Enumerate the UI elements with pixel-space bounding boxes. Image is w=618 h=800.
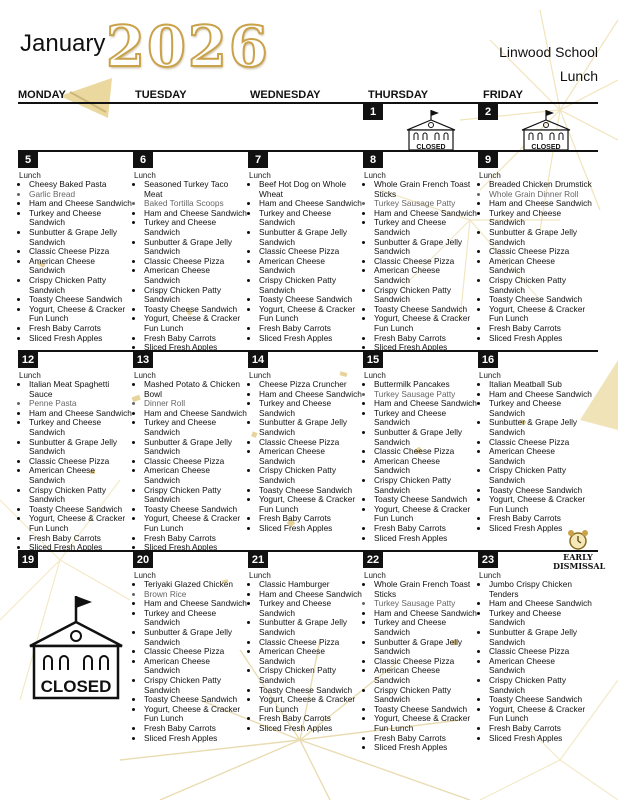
meal-label: Lunch — [134, 171, 156, 180]
weekday-thursday: THURSDAY — [368, 89, 429, 101]
menu-item: • Ham and Cheese Sandwich — [29, 199, 132, 209]
menu-item: • Fresh Baby Carrots — [259, 324, 362, 334]
menu-item: • Buttermilk Pancakes — [374, 380, 477, 390]
menu-item: • Brown Rice — [144, 590, 247, 600]
date-number: 2 — [478, 104, 498, 120]
menu-list — [248, 380, 362, 534]
date-number: 14 — [248, 352, 268, 368]
menu-item: • Crispy Chicken Patty Sandwich — [374, 476, 477, 495]
menu-item: • Yogurt, Cheese & Cracker Fun Lunch — [259, 495, 362, 514]
menu-item: • Toasty Cheese Sandwich — [489, 486, 592, 496]
closed-label: CLOSED — [40, 677, 112, 696]
menu-item: • Yogurt, Cheese & Cracker Fun Lunch — [489, 495, 592, 514]
menu-item: • Turkey and Cheese Sandwich — [144, 418, 247, 437]
menu-item: • Turkey and Cheese Sandwich — [374, 618, 477, 637]
month-title: January — [20, 30, 106, 57]
day-cell-13 — [133, 352, 248, 553]
menu-item: • Sunbutter & Grape Jelly Sandwich — [489, 628, 592, 647]
menu-item: • Classic Cheese Pizza — [374, 657, 477, 667]
menu-item: • Ham and Cheese Sandwich — [374, 399, 477, 409]
menu-item: • Fresh Baby Carrots — [29, 534, 132, 544]
menu-item: • Crispy Chicken Patty Sandwich — [259, 276, 362, 295]
meal-label: Lunch — [249, 371, 271, 380]
menu-item: • Yogurt, Cheese & Cracker Fun Lunch — [489, 305, 592, 324]
menu-item: • American Cheese Sandwich — [489, 447, 592, 466]
menu-item: • Sunbutter & Grape Jelly Sandwich — [374, 428, 477, 447]
menu-item: • Classic Cheese Pizza — [489, 438, 592, 448]
menu-item: • Classic Cheese Pizza — [144, 257, 247, 267]
menu-item: • Whole Grain French Toast Sticks — [374, 180, 477, 199]
menu-item: • Turkey and Cheese Sandwich — [144, 609, 247, 628]
menu-item: • Sliced Fresh Apples — [259, 724, 362, 734]
menu-item: • Turkey and Cheese Sandwich — [259, 399, 362, 418]
menu-item: • Mashed Potato & Chicken Bowl — [144, 380, 247, 399]
date-number: 9 — [478, 152, 498, 168]
menu-item: • Sliced Fresh Apples — [144, 734, 247, 744]
date-number: 23 — [478, 552, 498, 568]
weekday-header-row — [18, 88, 598, 104]
menu-item: • Whole Grain Dinner Roll — [489, 190, 592, 200]
menu-item: • Seasoned Turkey Taco Meat — [144, 180, 247, 199]
menu-item: • Toasty Cheese Sandwich — [144, 305, 247, 315]
menu-item: • Fresh Baby Carrots — [29, 324, 132, 334]
alarm-clock-icon — [566, 528, 590, 552]
menu-item: • Dinner Roll — [144, 399, 247, 409]
date-number: 20 — [133, 552, 153, 568]
menu-item: • Toasty Cheese Sandwich — [374, 705, 477, 715]
menu-item: • Fresh Baby Carrots — [144, 724, 247, 734]
date-number: 22 — [363, 552, 383, 568]
meal-label: Lunch — [364, 171, 386, 180]
menu-list — [248, 580, 362, 734]
menu-item: • Toasty Cheese Sandwich — [144, 505, 247, 515]
menu-list — [363, 580, 477, 753]
meal-label: Lunch — [134, 571, 156, 580]
menu-item: • American Cheese Sandwich — [259, 647, 362, 666]
menu-item: • American Cheese Sandwich — [259, 447, 362, 466]
menu-item: • Teriyaki Glazed Chicken — [144, 580, 247, 590]
menu-item: • Sunbutter & Grape Jelly Sandwich — [29, 438, 132, 457]
date-number: 5 — [18, 152, 38, 168]
menu-item: • Toasty Cheese Sandwich — [374, 495, 477, 505]
menu-item: • Ham and Cheese Sandwich — [489, 599, 592, 609]
meal-label: Lunch — [479, 371, 501, 380]
menu-list — [18, 380, 132, 553]
menu-item: • Sliced Fresh Apples — [29, 334, 132, 344]
menu-item: • Jumbo Crispy Chicken Tenders — [489, 580, 592, 599]
menu-item: • Beef Hot Dog on Whole Wheat — [259, 180, 362, 199]
menu-item: • Turkey Sausage Patty — [374, 390, 477, 400]
meal-label: Lunch — [249, 571, 271, 580]
menu-item: • Yogurt, Cheese & Cracker Fun Lunch — [374, 314, 477, 333]
menu-item: • Yogurt, Cheese & Cracker Fun Lunch — [144, 314, 247, 333]
menu-item: • American Cheese Sandwich — [374, 457, 477, 476]
day-cell-22 — [363, 552, 478, 798]
menu-item: • American Cheese Sandwich — [144, 657, 247, 676]
menu-list — [363, 180, 477, 353]
meal-name: Lunch — [559, 68, 598, 84]
menu-item: • Whole Grain French Toast Sticks — [374, 580, 477, 599]
menu-item: • Fresh Baby Carrots — [144, 534, 247, 544]
menu-item: • Yogurt, Cheese & Cracker Fun Lunch — [29, 514, 132, 533]
early-dismissal-badge — [553, 528, 606, 571]
menu-item: • Turkey and Cheese Sandwich — [29, 418, 132, 437]
menu-item: • Crispy Chicken Patty Sandwich — [259, 466, 362, 485]
menu-item: • Yogurt, Cheese & Cracker Fun Lunch — [374, 714, 477, 733]
menu-item: • Baked Tortilla Scoops — [144, 199, 247, 209]
menu-item: • Classic Cheese Pizza — [144, 457, 247, 467]
menu-item: • Crispy Chicken Patty Sandwich — [144, 286, 247, 305]
menu-item: • American Cheese Sandwich — [144, 466, 247, 485]
day-cell-23 — [478, 552, 598, 798]
menu-item: • Ham and Cheese Sandwich — [259, 390, 362, 400]
menu-item: • Sunbutter & Grape Jelly Sandwich — [144, 238, 247, 257]
date-number: 6 — [133, 152, 153, 168]
menu-item: • Sunbutter & Grape Jelly Sandwich — [259, 618, 362, 637]
menu-list — [18, 180, 132, 343]
closed-label: CLOSED — [531, 144, 561, 151]
meal-label: Lunch — [364, 571, 386, 580]
menu-item: • Sliced Fresh Apples — [489, 334, 592, 344]
menu-item: • Cheese Pizza Cruncher — [259, 380, 362, 390]
menu-item: • Classic Cheese Pizza — [259, 247, 362, 257]
menu-item: • Yogurt, Cheese & Cracker Fun Lunch — [259, 695, 362, 714]
menu-item: • Toasty Cheese Sandwich — [374, 305, 477, 315]
menu-item: • American Cheese Sandwich — [29, 257, 132, 276]
date-number: 19 — [18, 552, 38, 568]
menu-item: • Classic Cheese Pizza — [489, 247, 592, 257]
menu-item: • Ham and Cheese Sandwich — [144, 209, 247, 219]
early-dismissal-label: EARLY DISMISSAL — [553, 552, 606, 571]
menu-item: • Classic Cheese Pizza — [259, 638, 362, 648]
menu-item: • Fresh Baby Carrots — [144, 334, 247, 344]
menu-item: • Turkey and Cheese Sandwich — [489, 399, 592, 418]
menu-item: • American Cheese Sandwich — [259, 257, 362, 276]
meal-label: Lunch — [249, 171, 271, 180]
menu-item: • Sunbutter & Grape Jelly Sandwich — [374, 638, 477, 657]
menu-item: • Classic Cheese Pizza — [374, 447, 477, 457]
menu-item: • Fresh Baby Carrots — [489, 324, 592, 334]
menu-item: • Crispy Chicken Patty Sandwich — [29, 486, 132, 505]
menu-item: • Turkey and Cheese Sandwich — [489, 209, 592, 228]
menu-item: • Sunbutter & Grape Jelly Sandwich — [29, 228, 132, 247]
menu-item: • Turkey and Cheese Sandwich — [374, 218, 477, 237]
day-cell-5 — [18, 152, 133, 348]
menu-item: • Classic Hamburger — [259, 580, 362, 590]
menu-item: • Turkey and Cheese Sandwich — [259, 599, 362, 618]
menu-item: • Yogurt, Cheese & Cracker Fun Lunch — [29, 305, 132, 324]
meal-label: Lunch — [19, 171, 41, 180]
menu-item: • Sliced Fresh Apples — [259, 334, 362, 344]
menu-item: • Cheesy Baked Pasta — [29, 180, 132, 190]
menu-item: • Turkey and Cheese Sandwich — [29, 209, 132, 228]
menu-item: • American Cheese Sandwich — [374, 266, 477, 285]
day-cell-20 — [133, 552, 248, 798]
meal-label: Lunch — [479, 571, 501, 580]
day-cell-9 — [478, 152, 598, 348]
menu-item: • Sunbutter & Grape Jelly Sandwich — [374, 238, 477, 257]
menu-item: • Toasty Cheese Sandwich — [29, 295, 132, 305]
meal-label: Lunch — [19, 371, 41, 380]
menu-item: • Toasty Cheese Sandwich — [259, 295, 362, 305]
date-number: 12 — [18, 352, 38, 368]
weekday-monday: MONDAY — [18, 89, 66, 101]
menu-item: • Classic Cheese Pizza — [144, 647, 247, 657]
menu-item: • Sunbutter & Grape Jelly Sandwich — [259, 418, 362, 437]
menu-item: • Yogurt, Cheese & Cracker Fun Lunch — [374, 505, 477, 524]
menu-item: • Classic Cheese Pizza — [29, 457, 132, 467]
weekday-tuesday: TUESDAY — [135, 89, 187, 101]
menu-item: • Classic Cheese Pizza — [259, 438, 362, 448]
menu-item: • Sunbutter & Grape Jelly Sandwich — [489, 418, 592, 437]
calendar-header — [0, 0, 618, 95]
date-number: 15 — [363, 352, 383, 368]
day-cell-19 — [18, 552, 133, 798]
menu-item: • Sunbutter & Grape Jelly Sandwich — [489, 228, 592, 247]
menu-item: • Fresh Baby Carrots — [374, 334, 477, 344]
menu-item: • Toasty Cheese Sandwich — [29, 505, 132, 515]
menu-item: • Sliced Fresh Apples — [144, 343, 247, 353]
menu-item: • Turkey and Cheese Sandwich — [374, 409, 477, 428]
day-cell-8 — [363, 152, 478, 353]
menu-item: • Sunbutter & Grape Jelly Sandwich — [144, 628, 247, 647]
menu-item: • Crispy Chicken Patty Sandwich — [259, 666, 362, 685]
menu-item: • Turkey Sausage Patty — [374, 199, 477, 209]
menu-item: • Toasty Cheese Sandwich — [259, 486, 362, 496]
menu-item: • Ham and Cheese Sandwich — [489, 390, 592, 400]
day-cell-2 — [478, 104, 586, 150]
menu-item: • Ham and Cheese Sandwich — [489, 199, 592, 209]
day-cell-14 — [248, 352, 363, 548]
day-cell-12 — [18, 352, 133, 553]
menu-item: • Classic Cheese Pizza — [489, 647, 592, 657]
menu-list — [478, 380, 592, 534]
menu-item: • Ham and Cheese Sandwich — [259, 590, 362, 600]
menu-item: • Penne Pasta — [29, 399, 132, 409]
menu-item: • Toasty Cheese Sandwich — [259, 686, 362, 696]
menu-item: • Sunbutter & Grape Jelly Sandwich — [144, 438, 247, 457]
menu-item: • Sliced Fresh Apples — [29, 543, 132, 553]
menu-list — [478, 180, 592, 343]
menu-item: • Italian Meat Spaghetti Sauce — [29, 380, 132, 399]
menu-item: • Yogurt, Cheese & Cracker Fun Lunch — [259, 305, 362, 324]
menu-item: • Fresh Baby Carrots — [489, 724, 592, 734]
menu-item: • American Cheese Sandwich — [374, 666, 477, 685]
menu-item: • Fresh Baby Carrots — [259, 714, 362, 724]
menu-item: • Ham and Cheese Sandwich — [29, 409, 132, 419]
day-cell-15 — [363, 352, 478, 548]
menu-item: • Ham and Cheese Sandwich — [259, 199, 362, 209]
menu-item: • Classic Cheese Pizza — [374, 257, 477, 267]
date-number: 8 — [363, 152, 383, 168]
menu-item: • Fresh Baby Carrots — [374, 734, 477, 744]
menu-list — [248, 180, 362, 343]
menu-item: • Sunbutter & Grape Jelly Sandwich — [259, 228, 362, 247]
menu-item: • American Cheese Sandwich — [489, 257, 592, 276]
menu-item: • Ham and Cheese Sandwich — [374, 209, 477, 219]
menu-item: • American Cheese Sandwich — [489, 657, 592, 676]
menu-item: • Fresh Baby Carrots — [259, 514, 362, 524]
menu-item: • Turkey Sausage Patty — [374, 599, 477, 609]
menu-item: • Turkey and Cheese Sandwich — [489, 609, 592, 628]
menu-item: • Yogurt, Cheese & Cracker Fun Lunch — [144, 705, 247, 724]
year-balloon-text: 2026 — [106, 14, 270, 80]
menu-item: • Crispy Chicken Patty Sandwich — [489, 466, 592, 485]
day-cell-16 — [478, 352, 598, 548]
menu-item: • Sliced Fresh Apples — [489, 734, 592, 744]
menu-item: • Crispy Chicken Patty Sandwich — [144, 486, 247, 505]
day-cell-7 — [248, 152, 363, 348]
date-number: 13 — [133, 352, 153, 368]
weekday-wednesday: WEDNESDAY — [250, 89, 321, 101]
menu-item: • Italian Meatball Sub — [489, 380, 592, 390]
menu-list — [133, 180, 247, 353]
meal-label: Lunch — [364, 371, 386, 380]
menu-item: • Sliced Fresh Apples — [374, 743, 477, 753]
menu-item: • Fresh Baby Carrots — [489, 514, 592, 524]
menu-item: • Toasty Cheese Sandwich — [144, 695, 247, 705]
menu-item: • Sliced Fresh Apples — [144, 543, 247, 553]
date-number: 16 — [478, 352, 498, 368]
menu-item: • Yogurt, Cheese & Cracker Fun Lunch — [489, 705, 592, 724]
menu-item: • Ham and Cheese Sandwich — [144, 599, 247, 609]
day-cell-6 — [133, 152, 248, 353]
closed-label: CLOSED — [416, 144, 446, 151]
menu-item: • Crispy Chicken Patty Sandwich — [29, 276, 132, 295]
menu-item: • Crispy Chicken Patty Sandwich — [374, 686, 477, 705]
menu-list — [478, 580, 592, 743]
menu-item: • Ham and Cheese Sandwich — [374, 609, 477, 619]
school-closed-icon — [403, 108, 459, 152]
menu-item: • Fresh Baby Carrots — [374, 524, 477, 534]
menu-list — [363, 380, 477, 543]
date-number: 1 — [363, 104, 383, 120]
day-cell-1 — [363, 104, 471, 150]
day-cell-21 — [248, 552, 363, 798]
menu-item: • Ham and Cheese Sandwich — [144, 409, 247, 419]
menu-item: • Crispy Chicken Patty Sandwich — [489, 276, 592, 295]
menu-item: • Turkey and Cheese Sandwich — [259, 209, 362, 228]
school-closed-icon — [518, 108, 574, 152]
menu-item: • Turkey and Cheese Sandwich — [144, 218, 247, 237]
menu-item: • Classic Cheese Pizza — [29, 247, 132, 257]
menu-item: • Garlic Bread — [29, 190, 132, 200]
menu-item: • Sliced Fresh Apples — [489, 524, 592, 534]
menu-item: • American Cheese Sandwich — [29, 466, 132, 485]
menu-item: • Breaded Chicken Drumstick — [489, 180, 592, 190]
menu-item: • Toasty Cheese Sandwich — [489, 295, 592, 305]
menu-item: • Sliced Fresh Apples — [259, 524, 362, 534]
menu-item: • Yogurt, Cheese & Cracker Fun Lunch — [144, 514, 247, 533]
menu-item: • Sliced Fresh Apples — [374, 343, 477, 353]
weekday-friday: FRIDAY — [483, 89, 523, 101]
meal-label: Lunch — [134, 371, 156, 380]
school-closed-icon — [24, 592, 128, 702]
meal-label: Lunch — [479, 171, 501, 180]
school-info — [499, 40, 598, 88]
menu-item: • American Cheese Sandwich — [144, 266, 247, 285]
date-number: 7 — [248, 152, 268, 168]
menu-item: • Crispy Chicken Patty Sandwich — [374, 286, 477, 305]
date-number: 21 — [248, 552, 268, 568]
school-name: Linwood School — [499, 44, 598, 60]
menu-item: • Toasty Cheese Sandwich — [489, 695, 592, 705]
menu-item: • Crispy Chicken Patty Sandwich — [489, 676, 592, 695]
menu-list — [133, 380, 247, 553]
menu-item: • Sliced Fresh Apples — [374, 534, 477, 544]
menu-list — [133, 580, 247, 743]
menu-item: • Crispy Chicken Patty Sandwich — [144, 676, 247, 695]
